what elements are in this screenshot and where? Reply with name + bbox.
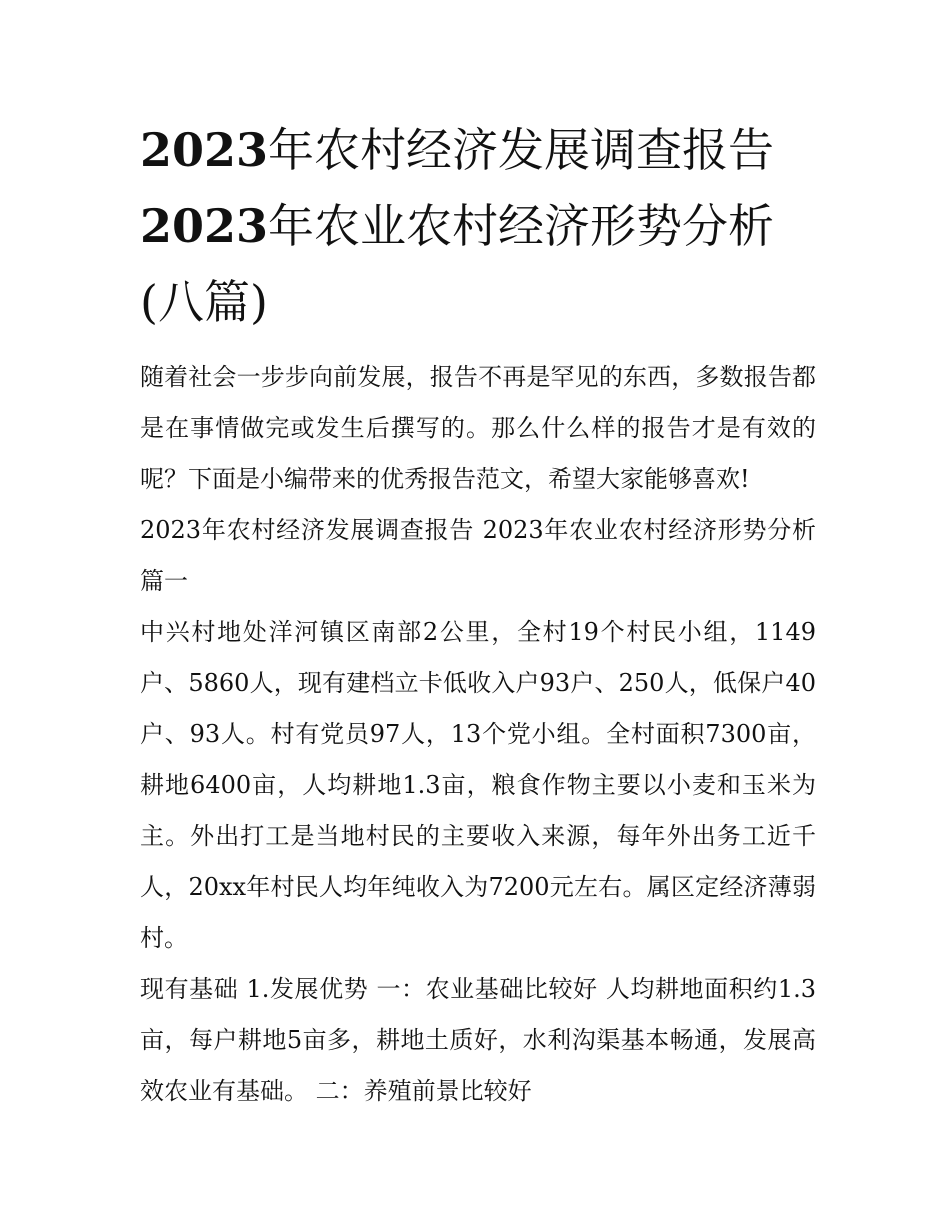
foundation-paragraph: 现有基础 1.发展优势 一：农业基础比较好 人均耕地面积约1.3亩，每户耕地5亩多，耕地土质好，水利沟渠基本畅通，发展高效农业有基础。 二：养殖前景比较好 [140, 975, 816, 1105]
intro-paragraph: 随着社会一步步向前发展，报告不再是罕见的东西，多数报告都是在事情做完或发生后撰写的。那么什么样的报告才是有效的呢？下面是小编带来的优秀报告范文，希望大家能够喜欢! [140, 363, 816, 493]
section-heading: 2023年农村经济发展调查报告 2023年农业农村经济形势分析篇一 [140, 516, 816, 595]
village-overview-paragraph: 中兴村地处洋河镇区南部2公里，全村19个村民小组，1149户、5860人，现有建档立卡低收入户93户、250人，低保户40户、93人。村有党员97人，13个党小组。全村面积7300亩，耕地6400亩，人均耕地1.3亩，粮食作物主要以小麦和玉米为主。外出打工是当地村民的主要收入来源，每年外出务工近千人，20xx年村民人均年纯收入为7200元左右。属区定经济薄弱村。 [140, 618, 816, 952]
document-page [140, 112, 816, 1117]
title-line-1: 2023年农村经济发展调查报告 [140, 123, 775, 177]
title-line-2: 2023年农业农村经济形势分析 [140, 199, 775, 253]
document-title [140, 112, 816, 340]
title-line-3: (八篇) [140, 275, 268, 329]
